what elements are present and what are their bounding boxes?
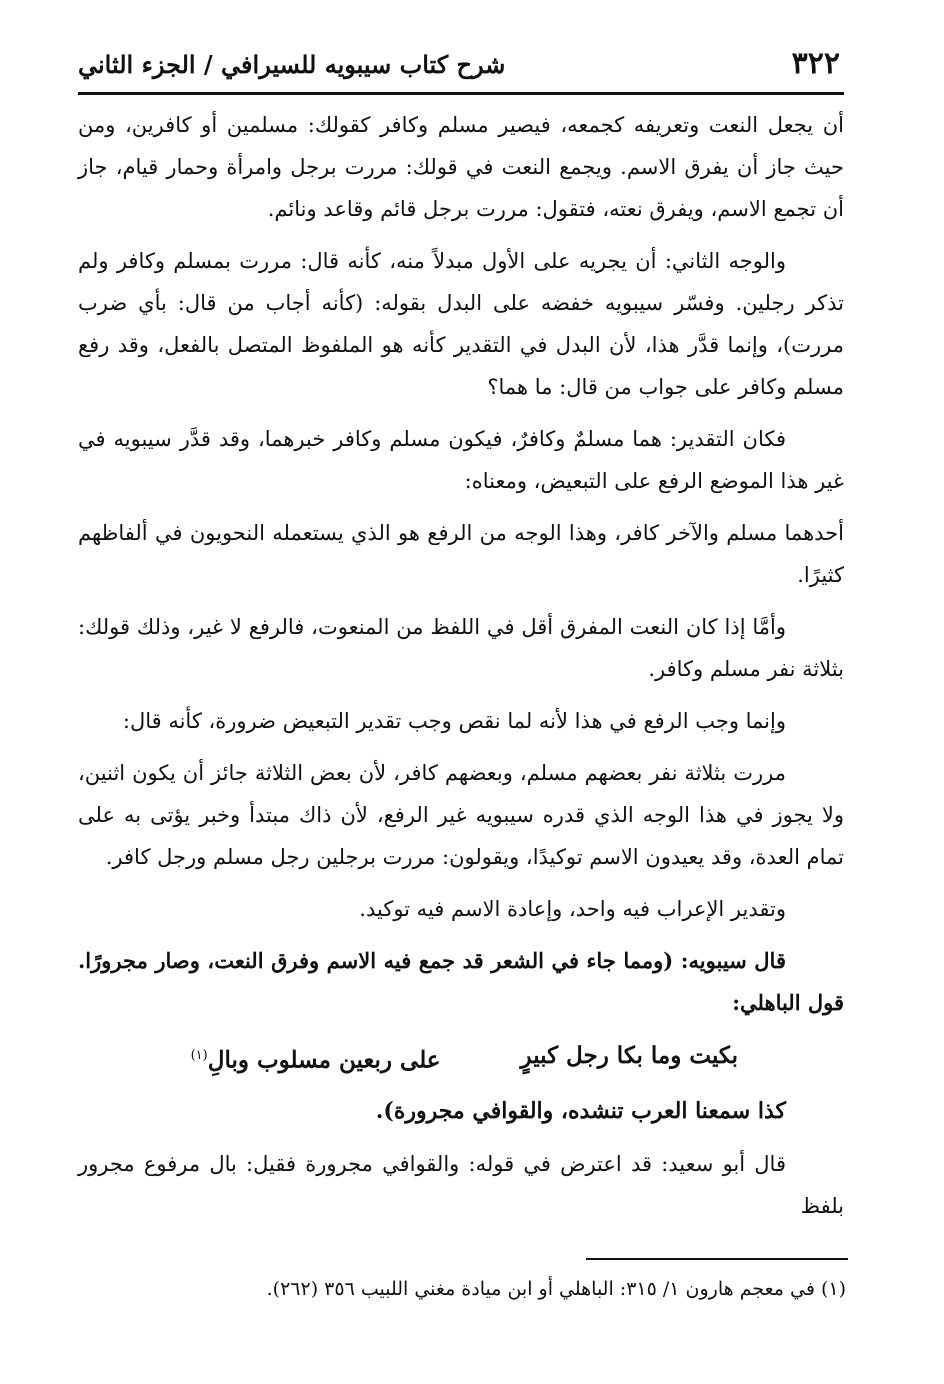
footnote: (١) في معجم هارون ١/ ٣١٥: الباهلي أو ابن ميادة مغني اللبيب ٣٥٦ (٢٦٢). [266,1278,846,1300]
poetry-verse [78,1034,844,1083]
paragraph-6: وإنما وجب الرفع في هذا لأنه لما نقص وجب تقدير التبعيض ضرورة، كأنه قال: [122,709,786,733]
paragraph-4: أحدهما مسلم والآخر كافر، وهذا الوجه من الرفع هو الذي يستعمله النحويون في ألفاظهم كثيرًا. [78,521,844,587]
footnote-marker[interactable]: (١) [190,1048,208,1063]
last-paragraph: قال أبو سعيد: قد اعترض في قوله: والقوافي مجرورة فقيل: بال مرفوع مجرور بلفظ [78,1151,844,1218]
paragraph-7: مررت بثلاثة نفر بعضهم مسلم، وبعضهم كافر، لأن بعض الثلاثة جائز أن يكون اثنين، ولا يجوز في هذا الوجه الذي قدره سيبويه غير الرفع، لأن ذاك مبتدأ وخبر يؤتى به على تمام العدة، وقد يعيدون الاسم توكيدًا، ويقولون: مررت برجلين رجل مسلم ورجل كافر. [78,761,844,869]
running-title: شرح كتاب سيبويه للسيرافي / الجزء الثاني [78,50,506,79]
paragraph-3: فكان التقدير: هما مسلمٌ وكافرٌ، فيكون مسلم وكافر خبرهما، وقد قدَّر سيبويه في غير هذا الموضع الرفع على التبعيض، ومعناه: [78,427,844,493]
quote-paragraph: قال سيبويه: (ومما جاء في الشعر قد جمع فيه الاسم وفرق النعت، وصار مجرورًا. قول الباهلي: [78,948,844,1015]
body-text [78,104,844,1237]
paragraph-2: والوجه الثاني: أن يجريه على الأول مبدلاً منه، كأنه قال: مررت بمسلم وكافر ولم تذكر رجلين. وفسّر سيبويه خفضه على البدل بقوله: (كأنه أجاب من قال: بأي ضرب مررت)، وإنما قدَّر هذا، لأن البدل في التقدير كأنه هو الملفوظ المتصل بالفعل، وقد رفع مسلم وكافر على جواب من قال: ما هما؟ [78,249,844,399]
verse-first-hemistich: بكيت وما بكا رجل كبيرٍ [520,1042,738,1069]
verse-note: كذا سمعنا العرب تنشده، والقوافي مجرورة). [375,1097,786,1124]
paragraph-8: وتقدير الإعراب فيه واحد، وإعادة الاسم فيه توكيد. [359,897,786,921]
verse-second-hemistich: على ربعين مسلوب وبالِ$^{(١)}$ [190,1046,441,1074]
page-header [78,44,844,95]
paragraph-5: وأمَّا إذا كان النعت المفرق أقل في اللفظ من المنعوت، فالرفع لا غير، وذلك قولك: بثلاثة نفر مسلم وكافر. [78,615,844,681]
footnote-divider [586,1258,848,1260]
paragraph-1: أن يجعل النعت وتعريفه كجمعه، فيصير مسلم وكافر كقولك: مسلمين أو كافرين، ومن حيث جاز أن يفرق الاسم. ويجمع النعت في قولك: مررت برجل وامرأة وحمار قيام، جاز أن تجمع الاسم، ويفرق نعته، فتقول: مررت برجل قائم وقاعد ونائم. [78,113,844,221]
page-number: ٣٢٢ [791,46,840,81]
